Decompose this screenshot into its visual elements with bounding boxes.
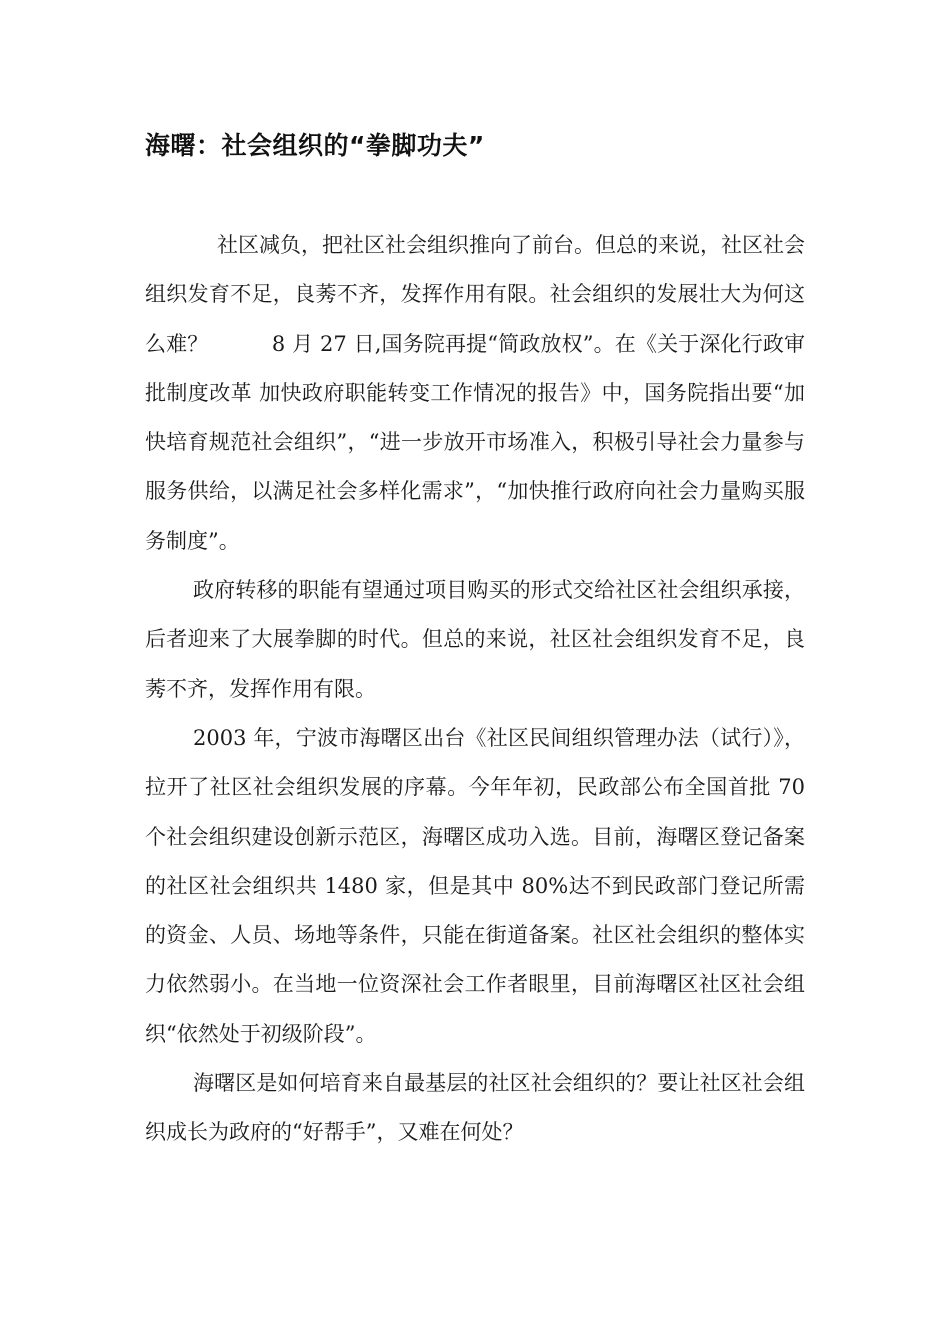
paragraph-4: 海曙区是如何培育来自最基层的社区社会组织的？要让社区社会组织成长为政府的“好帮手”，又难在何处？ <box>145 1071 805 1145</box>
paragraph-3: 2003 年，宁波市海曙区出台《社区民间组织管理办法（试行）》，拉开了社区社会组织发展的序幕。今年年初，民政部公布全国首批 70 个社会组织建设创新示范区，海曙区成功入选。目前，海曙区登记备案的社区社会组织共 1480 家，但是其中 80%达不到民政部门登记所需的资金、人员、场地等条件，只能在街道备案。社区社会组织的整体实力依然弱小。在当地一位资深社会工作者眼里，目前海曙区社区社会组织“依然处于初级阶段”。 <box>145 725 805 1046</box>
paragraph-2: 政府转移的职能有望通过项目购买的形式交给社区社会组织承接，后者迎来了大展拳脚的时代。但总的来说，社区社会组织发育不足，良莠不齐，发挥作用有限。 <box>145 578 805 701</box>
paragraph-1: 社区减负，把社区社会组织推向了前台。但总的来说，社区社会组织发育不足，良莠不齐，发挥作用有限。社会组织的发展壮大为何这么难？ 8 月 27 日,国务院再提“简政放权”。在《关于深化行政审批制度改革 加快政府职能转变工作情况的报告》中，国务院指出要“加快培育规范社会组织”，“进一步放开市场准入，积极引导社会力量参与服务供给，以满足社会多样化需求”，“加快推行政府向社会力量购买服务制度”。 <box>145 233 805 553</box>
document-title: 海曙：社会组织的“拳脚功夫” <box>145 131 485 160</box>
document-body <box>145 221 805 1158</box>
